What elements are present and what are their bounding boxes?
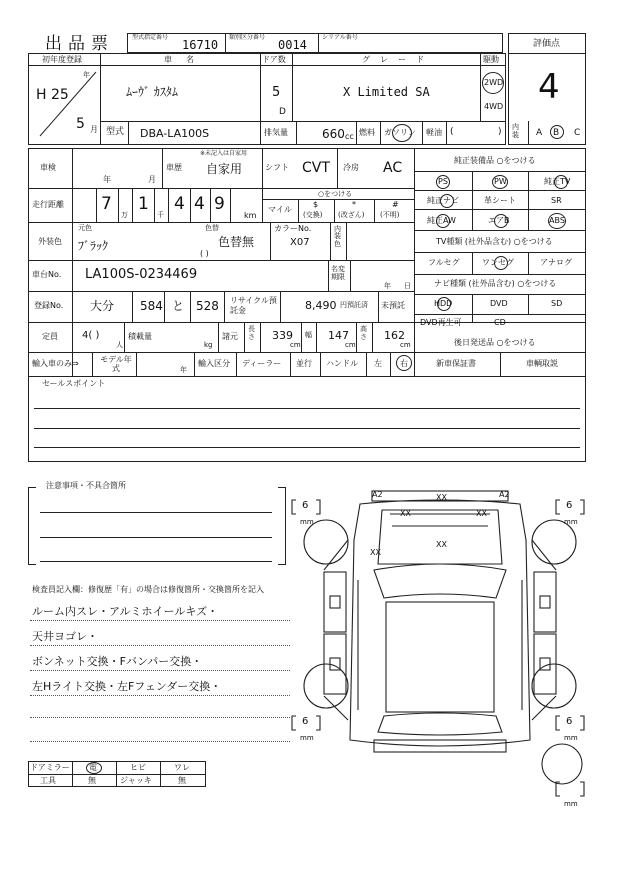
tire-unit: mm <box>564 734 578 742</box>
grade-value: X Limited SA <box>343 85 430 99</box>
dealer-option: ディーラー <box>242 359 282 368</box>
later-title: 後日発送品 ○をつける <box>454 338 536 347</box>
width-unit: cm <box>345 341 356 349</box>
equip-abs: ABS <box>549 216 565 225</box>
tv-analog: アナログ <box>540 258 572 267</box>
tire-depth: 6 <box>302 500 309 511</box>
later-warranty: 新車保証書 <box>436 359 476 368</box>
first-reg-label: 初年度登録 <box>42 55 82 64</box>
repaint-value: 色替無 <box>218 235 255 249</box>
size-label: 諸元 <box>222 332 238 341</box>
odometer-digit: 7 <box>101 194 112 214</box>
equip-tv: 純正TV <box>544 177 571 186</box>
first-reg-era: H 25 <box>36 87 69 103</box>
tools-value: 無 <box>88 776 96 785</box>
equip-title: 純正装備品 ○をつける <box>454 156 536 165</box>
tv-oneseg: ワンセグ <box>482 258 514 267</box>
shift-value: CVT <box>302 160 330 176</box>
recycle-unit: 円預託済 <box>340 301 368 309</box>
door-type: D <box>279 107 286 117</box>
length-value: 339 <box>272 329 293 342</box>
odometer-label: 走行距離 <box>32 200 64 209</box>
import-type-label: 輸入区分 <box>198 359 230 368</box>
capacity-unit: 人 <box>116 341 123 349</box>
reg-number: 528 <box>196 299 219 313</box>
displacement-value: 660 <box>322 127 345 141</box>
break-label: ワレ <box>174 763 190 772</box>
tools-label: 工具 <box>40 776 56 785</box>
doors-value: 5 <box>272 85 281 100</box>
equip-pw: PW <box>494 177 507 186</box>
crack-label: ヒビ <box>130 763 146 772</box>
first-reg-month: 5 <box>76 116 85 132</box>
tire-unit: mm <box>300 518 314 526</box>
history-note: ※未記入は自家用 <box>200 150 248 157</box>
ext-color-label: 外装色 <box>38 237 62 246</box>
notes-bracket-right <box>278 487 286 565</box>
tv-fullseg: フルセグ <box>428 258 460 267</box>
odometer-km: km <box>244 211 257 220</box>
reg-kana: と <box>172 299 185 313</box>
interior-b: B <box>553 128 560 138</box>
later-manual: 車輌取説 <box>526 359 558 368</box>
length-unit: cm <box>290 341 301 349</box>
car-body-outline <box>350 500 530 746</box>
class-number: 0014 <box>278 38 307 52</box>
dollar-note: (交換) <box>303 211 323 219</box>
note-line: 天井ヨゴレ・ <box>32 630 98 643</box>
mile-label: マイル <box>268 205 292 214</box>
door-front-left <box>324 572 346 632</box>
ext-color-value: ﾌﾞﾗｯｸ <box>78 239 109 253</box>
odometer-digit: 4 <box>174 194 185 214</box>
tire-depth: 6 <box>302 716 309 727</box>
recycle-value: 8,490 <box>305 299 337 312</box>
navi-cd: CD <box>494 318 506 327</box>
reg-area: 大分 <box>90 299 115 313</box>
orig-color-label: 元色 <box>78 224 92 232</box>
odometer-circle-hint: ○をつける <box>318 190 353 198</box>
chassis-label: 車台No. <box>32 270 62 279</box>
fuel-diesel: 軽油 <box>426 128 442 137</box>
inspection-label: 車検 <box>40 163 56 172</box>
height-unit: cm <box>400 341 411 349</box>
width-value: 147 <box>328 329 349 342</box>
damage-mark: XX <box>436 540 447 549</box>
shift-label: シフト <box>265 163 289 172</box>
jack-label: ジャッキ <box>120 776 152 785</box>
tire-depth: 6 <box>566 716 573 727</box>
interior-c: C <box>574 128 581 138</box>
spare-tire <box>542 744 582 784</box>
damage-mark: XX <box>400 509 411 518</box>
mirror-value: 電 <box>89 763 97 772</box>
interior-label: 内装 <box>512 123 519 139</box>
damage-mark: XX <box>436 493 447 502</box>
odometer-digit: 4 <box>194 194 205 214</box>
page-title: 出品票 <box>45 34 114 54</box>
notes-title: 注意事項・不具合箇所 <box>46 481 126 490</box>
sales-point-label: セールスポイント <box>42 379 106 388</box>
inspector-note: 検査員記入欄：修復歴「有」の場合は修復箇所・交換箇所を記入 <box>32 585 264 594</box>
interior-a: A <box>536 128 543 138</box>
star-note: (改ざん) <box>338 211 365 219</box>
ac-label: 冷房 <box>343 163 359 172</box>
model-label: 型式 <box>106 127 125 137</box>
ac-value: AC <box>383 160 403 176</box>
car-name: ﾑｰｳﾞ ｶｽﾀﾑ <box>126 85 178 99</box>
odometer-sen: 千 <box>157 211 164 219</box>
color-change-label: 色替 <box>205 224 219 232</box>
repaint-paren: ( ) <box>200 249 209 258</box>
star-label: * <box>352 200 356 209</box>
height-label: 高さ <box>360 325 367 341</box>
equip-leather: 革シート <box>484 196 516 205</box>
navi-dvd-play: DVD再生可 <box>420 318 462 327</box>
name-change-label: 名変期限 <box>331 265 345 282</box>
history-label: 車歴 <box>166 163 182 172</box>
year-unit: 年 <box>83 71 90 79</box>
capacity-value: 4( ) <box>82 330 100 341</box>
height-value: 162 <box>384 329 405 342</box>
navi-sd: SD <box>551 299 563 308</box>
tire-unit: mm <box>300 734 314 742</box>
drive-2wd: 2WD <box>484 78 504 87</box>
handle-left: 左 <box>374 359 382 368</box>
note-line: ルーム内スレ・アルミホイールキズ・ <box>32 605 219 618</box>
rear-window <box>378 713 502 735</box>
cert-label: 型式指定番号 <box>132 34 169 41</box>
car-damage-diagram <box>290 480 590 810</box>
history-value: 自家用 <box>206 162 243 176</box>
roof <box>386 602 494 712</box>
car-name-label: 車名 <box>164 55 208 64</box>
tire-unit: mm <box>564 800 578 808</box>
inspection-year-unit: 年 <box>103 175 111 184</box>
parallel-option: 並行 <box>296 359 312 368</box>
notes-bracket-left <box>28 487 36 565</box>
score-value: 4 <box>538 67 560 107</box>
door-front-right <box>534 572 556 632</box>
navi-type-title: ナビ種類 (社外品含む) ○をつける <box>434 279 557 288</box>
reg-label: 登録No. <box>34 301 64 310</box>
note-line: ボンネット交換・Fバンパー交換・ <box>32 655 203 668</box>
cert-number: 16710 <box>182 38 219 52</box>
hood <box>378 510 502 564</box>
inspection-month-unit: 月 <box>148 175 156 184</box>
month-unit: 月 <box>90 125 98 134</box>
width-label: 幅 <box>305 331 312 339</box>
load-label: 積載量 <box>128 332 152 341</box>
model-year-label: モデル年式 <box>100 355 132 374</box>
damage-mark: A2 <box>372 490 383 499</box>
hash-label: # <box>392 200 399 209</box>
equip-navi: 純正ナビ <box>427 196 459 205</box>
dollar-label: $ <box>313 200 319 209</box>
handle-label: ハンドル <box>326 359 358 368</box>
color-no-label: カラーNo. <box>274 224 312 233</box>
score-label: 評価点 <box>533 39 561 49</box>
class-label: 類別区分番号 <box>229 34 266 41</box>
capacity-label: 定員 <box>42 332 58 341</box>
fuel-gasoline: ガソリン <box>384 128 416 137</box>
hash-note: (不明) <box>380 211 400 219</box>
windshield <box>374 564 506 598</box>
wheel-rear-left <box>304 664 348 708</box>
model-value: DBA-LA100S <box>140 127 210 140</box>
reg-class: 584 <box>140 299 163 313</box>
tv-type-title: TV種類 (社外品含む) ○をつける <box>436 237 553 246</box>
displacement-unit: cc <box>345 132 354 141</box>
serial-label: シリアル番号 <box>322 34 358 41</box>
damage-mark: XX <box>370 548 381 557</box>
note-line: 左Hライト交換・左Fフェンダー交換・ <box>32 680 222 693</box>
import-label: 輸入車のみ⇒ <box>32 359 79 368</box>
tire-unit: mm <box>564 518 578 526</box>
fuel-label: 燃料 <box>359 128 375 137</box>
length-label: 長さ <box>248 325 255 341</box>
not-deposited: 未預託 <box>381 301 405 310</box>
odometer-man: 万 <box>121 211 128 219</box>
odometer-digit: 9 <box>214 194 225 214</box>
navi-dvd: DVD <box>490 299 508 308</box>
equip-airbag: エアB <box>488 216 510 225</box>
recycle-label: リサイクル預託金 <box>230 296 277 315</box>
wheel-front-left <box>304 520 348 564</box>
handle-right: 右 <box>400 359 408 368</box>
model-year-unit: 年 <box>180 366 187 374</box>
wheel-rear-right <box>532 664 576 708</box>
equip-ps: PS <box>438 177 448 186</box>
int-color-label: 内装色 <box>334 225 341 248</box>
chassis-value: LA100S-0234469 <box>85 267 198 282</box>
damage-mark: A2 <box>499 490 510 499</box>
load-unit: kg <box>204 341 213 349</box>
wheel-front-right <box>532 520 576 564</box>
drive-label: 駆動 <box>483 55 499 64</box>
displacement-label: 排気量 <box>264 128 288 137</box>
color-no-value: X07 <box>290 237 310 248</box>
mirror-label: ドアミラー <box>30 763 70 772</box>
doors-label: ドア数 <box>262 55 286 64</box>
navi-hdd: HDD <box>434 299 453 308</box>
equip-aw: 純正AW <box>427 216 456 225</box>
tire-depth: 6 <box>566 500 573 511</box>
damage-mark: XX <box>476 509 487 518</box>
equip-sr: SR <box>551 196 562 205</box>
jack-value: 無 <box>178 776 186 785</box>
grade-label: グレード <box>362 55 434 64</box>
odometer-digit: 1 <box>138 194 149 214</box>
drive-4wd: 4WD <box>484 102 504 111</box>
